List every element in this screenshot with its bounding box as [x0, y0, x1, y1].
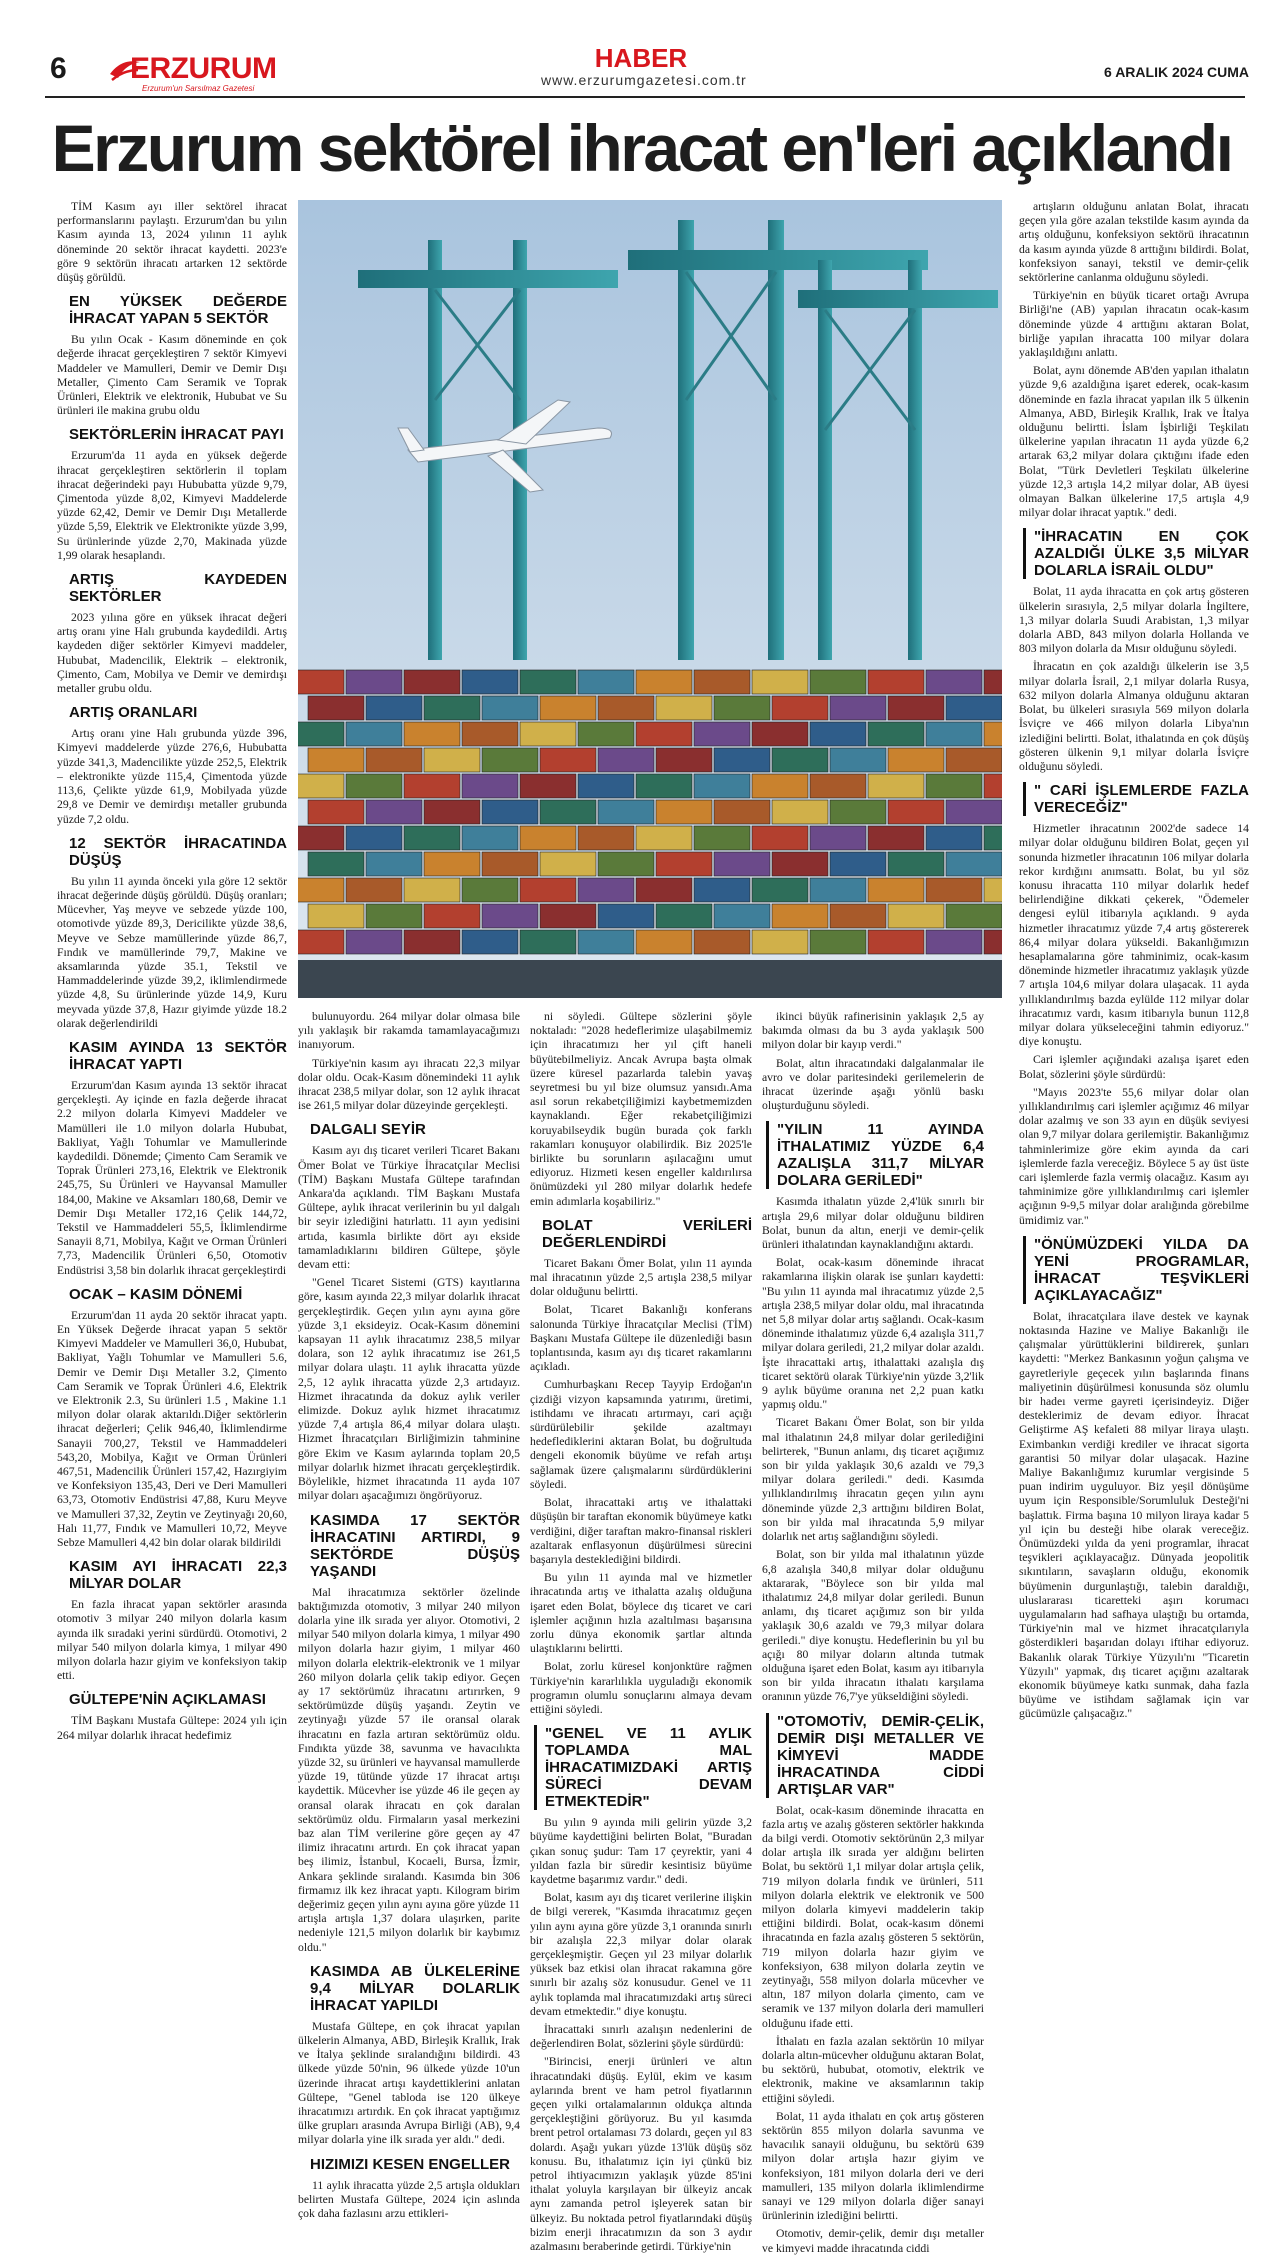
paragraph: Kasım ayı dış ticaret verileri Ticaret Bakanı Ömer Bolat ve Türkiye İhracatçılar Meclisi (TİM) Başkanı Mustafa Gültepe tarafından Ankara'da açıklandı. TİM Başkanı Mustafa Gültepe, aylık ihracat verilerinin bu yıl dalgalı bir seyir izlediğini hatırlattı. 11 ayın yedisini artıda, kasımla birlikte dört ayı ekside tamamladıklarını bildiren Gültepe, şöyle devam etti: [298, 1144, 520, 1272]
shipping-container [540, 696, 596, 720]
shipping-container [404, 774, 460, 798]
shipping-container [462, 670, 518, 694]
shipping-container [946, 696, 1002, 720]
paragraph: TİM Kasım ayı iller sektörel ihracat performanslarını paylaştı. Erzurum'dan bu yılın Kasım ayında 13, 2024 yılının 11 aylık döneminde 20 sektör ihracat kaydetti. 2023'e göre 9 sektörün ihracatı artarken 12 sektörde düşüş görüldü. [57, 200, 287, 285]
paragraph: Ticaret Bakanı Ömer Bolat, son bir yılda mal ithalatının 24,8 milyar dolar gerilediğini belirterek, "Bunun anlamı, dış ticaret açığımız son bir yılda yaklaşık 30,6 azaldı ve 79,3 milyar dolara geriledi." dedi. Kasımda yıllıklandırılmış ihracatın geçen yılın aynı döneminde yüzde 2,3 arttığını bildiren Bolat, son bir yılda mal ihracatında 5,9 milyar dolarlık net artış sağlandığını söyledi. [762, 1416, 984, 1544]
paragraph: Hizmetler ihracatının 2002'de sadece 14 milyar dolar olduğunu bildiren Bolat, geçen yıl sonunda hizmetler ihracatının 106 milyar dolarla rekor kırdığını anımsattı. Bolat, bu yıl söz konusu ihracatta 110 milyar dolarlık hedef belirlendiğine dikkati çekerek, "Ödemeler dengesi eylül itibarıyla açıklandı. 9 ayda hizmetler ihracatımız yüzde 7,4 artış göstererek 86,4 milyar dolara yükseldi. Bakanlığımızın hesaplamalarına göre tahminimiz, ocak-kasım döneminde hizmetler ihracatımız yaklaşık yüzde 7 artışla 104,6 milyar dolara ulaşacak. 11 ayda yıllıklandırılmış bazda eylülde 112 milyar dolar ihracatımız vardı, kasım itibarıyla bunun 112,8 milyar dolara yükseleceğini tahmin ediyoruz." diye konuştu. [1019, 822, 1249, 1049]
shipping-container [926, 670, 982, 694]
shipping-container [926, 722, 982, 746]
paragraph: Erzurum'dan Kasım ayında 13 sektör ihracat gerçekleşti. Ay içinde en fazla değerde ihracat 2.2 milyon dolarla Kimyevi Maddeler ve Mamülleri ile 1.0 milyon dolarla Hububat, Bakliyat, Yağlı Tohumlar ve Mamullerinde kaydedildi. Dönemde; Çimento Cam Seramik ve Toprak Ürünleri 273,16, Elektrik ve Elektronik 245,75, Su Ürünleri ve Hayvansal Mamuller 184,00, Makine ve Aksamları 180,68, Demir ve Demir Dışı Metaller 172,16 Çelik 144,72, Tekstil ve Hammaddeleri 55,5, İklimlendirme Sanayii 8,71, Mobilya, Kağıt ve Orman Ürünleri 7,73, Madencilik Ürünleri 6,50, Otomotiv Endüstrisi 3,58 bin dolarlık ihracat gerçekleştirdi [57, 1078, 287, 1277]
shipping-container [346, 878, 402, 902]
paragraph: Otomotiv, demir-çelik, demir dışı metaller ve kimyevi madde ihracatında ciddi [762, 2227, 984, 2255]
shipping-container [752, 878, 808, 902]
shipping-container [694, 774, 750, 798]
shipping-container [598, 800, 654, 824]
subheading: "GENEL VE 11 AYLIK TOPLAMDA MAL İHRACATIMIZDAKİ ARTIŞ SÜRECİ DEVAM ETMEKTEDİR" [534, 1725, 752, 1810]
paragraph: TİM Başkanı Mustafa Gültepe: 2024 yılı için 264 milyar dolarlık ihracat hedefimiz [57, 1714, 287, 1742]
shipping-container [298, 670, 344, 694]
shipping-container [482, 800, 538, 824]
shipping-container [984, 722, 1002, 746]
logo-text: ERZURUM [130, 52, 277, 85]
shipping-container [810, 722, 866, 746]
shipping-container [946, 904, 1002, 928]
shipping-container [868, 722, 924, 746]
photo-illustration [298, 200, 1002, 998]
paragraph: Cari işlemler açığındaki azalışa işaret eden Bolat, sözlerini şöyle sürdürdü: [1019, 1053, 1249, 1081]
paragraph: Bu yılın 11 ayında mal ve hizmetler ihracatında artış ve ithalatta azalış olduğuna işaret eden Bolat, böylece dış ticaret ve cari işlemler açığının hızla azaltılması başarısına zorlu dünya ekonomik şartlar altında ulaştıklarını belirtti. [530, 1571, 752, 1656]
shipping-container [424, 852, 480, 876]
subheading: "YILIN 11 AYINDA İTHALATIMIZ YÜZDE 6,4 AZALIŞLA 311,7 MİLYAR DOLARA GERİLEDİ" [766, 1121, 984, 1189]
subheading: GÜLTEPE'NİN AÇIKLAMASI [69, 1691, 266, 1709]
shipping-container [298, 826, 344, 850]
shipping-container [404, 826, 460, 850]
shipping-container [482, 748, 538, 772]
shipping-container [366, 852, 422, 876]
shipping-container [346, 930, 402, 954]
page-number: 6 [50, 52, 67, 85]
paragraph: Bolat, ocak-kasım döneminde ihracat rakamlarına ilişkin olarak ise şunları kaydetti: "Bu yılın 11 ayında mal ihracatımız yüzde 2,5 artışla 238,5 milyar dolar oldu, mal ihracatında net 5,8 milyar dolar artış sağlandı. Ocak-kasım döneminde ithalatımız yüzde 6,4 azalışla 311,7 milyar dolara geriledi, 21,2 milyar dolar azaldı. İşte ihracattaki artış, ithalattaki azalışla dış ticaret sektörü olarak Türkiye'nin yüzde 3,2'lik 9 aylık büyüme oranına net 2,2 puan katkı yapmış oldu." [762, 1256, 984, 1412]
shipping-container [810, 826, 866, 850]
shipping-container [366, 904, 422, 928]
shipping-container [694, 826, 750, 850]
shipping-container [346, 774, 402, 798]
shipping-container [424, 800, 480, 824]
shipping-container [578, 878, 634, 902]
shipping-container [636, 670, 692, 694]
shipping-container [462, 930, 518, 954]
shipping-container [888, 696, 944, 720]
newspaper-logo[interactable] [108, 52, 284, 92]
shipping-container [772, 800, 828, 824]
shipping-container [830, 748, 886, 772]
article-column-3 [530, 1010, 752, 2258]
paragraph: İthalatı en fazla azalan sektörün 10 milyar dolarla altın-mücevher olduğunu aktaran Bolat, bu sektörü, hububat, otomotiv, elektrik ve elektronik, makine ve aksamlarının takip ettiğini söyledi. [762, 2034, 984, 2105]
shipping-container [308, 748, 364, 772]
shipping-container [520, 930, 576, 954]
page-header [0, 0, 1283, 95]
paragraph: Bolat, 11 ayda ithalatı en çok artış gösteren sektörün 855 milyon dolarla savunma ve havacılık sanayii olduğunu, bu sektörü 639 milyon dolar artışla hazır giyim ve konfeksiyon, 181 milyon dolarla deri ve deri mamulleri, 135 milyon dolarla iklimlendirme sanayi ve 129 milyon dolarla diğer sanayi ürünlerinin izlediğini belirtti. [762, 2109, 984, 2223]
shipping-container [926, 826, 982, 850]
subheading: 12 SEKTÖR İHRACATINDA DÜŞÜŞ [69, 834, 287, 869]
section-label: HABER [594, 43, 688, 73]
paragraph: İhracatın en çok azaldığı ülkelerin ise 3,5 milyar dolarla İsrail, 2,1 milyar dolarla Rusya, 632 milyon dolarla Almanya olduğunu aktaran Bolat, bu ülkeleri sırasıyla 569 milyon dolarla İsviçre ve 466 milyon dolarla Libya'nın izlediğini belirtti. Bolat, ithalatında en çok düşüş gösteren ülkenin 9,1 milyar dolarla İsviçre olduğunu söyledi. [1019, 660, 1249, 773]
shipping-container [598, 696, 654, 720]
shipping-container [888, 852, 944, 876]
paragraph: Bolat, ihracattaki artış ve ithalattaki düşüşün bir taraftan ekonomik büyümeye katkı verdiğini, diğer taraftan makro-finansal riskleri azaltarak enflasyonun düşürülmesi sürecini başarıyla desteklediğini bildirdi. [530, 1496, 752, 1566]
shipping-container [482, 696, 538, 720]
article-column-5 [1019, 200, 1249, 1726]
header-divider [45, 96, 1245, 98]
shipping-container [578, 930, 634, 954]
subheading: " CARİ İŞLEMLERDE FAZLA VERECEĞİZ" [1023, 782, 1249, 816]
paragraph: Bolat, zorlu küresel konjonktüre rağmen Türkiye'nin kararlılıkla uyguladığı ekonomik programın olumlu sonuçlarını almaya devam ettiğini söyledi. [530, 1660, 752, 1716]
paragraph: ikinci büyük rafinerisinin yaklaşık 2,5 ay bakımda olması da bu 3 ayda yaklaşık 500 milyon dolar bir kayıp verdi." [762, 1010, 984, 1052]
paragraph: Cumhurbaşkanı Recep Tayyip Erdoğan'ın çizdiği vizyon kapsamında yatırımı, üretimi, istihdamı ve ihracatı artırmayı, cari açığı sürdürülebilir şekilde azaltmayı hedeflediklerini aktaran Bolat, bu doğrultuda dengeli ekonomik büyüme ve refah artışı sağlamak üzere çalışmalarını sürdürdüklerini söyledi. [530, 1378, 752, 1491]
port-containers-airplane-photo [298, 200, 1002, 998]
shipping-container [578, 826, 634, 850]
shipping-container [636, 930, 692, 954]
paragraph: Erzurum'dan 11 ayda 20 sektör ihracat yaptı. En Yüksek Değerde ihracat yapan 5 sektör Kimyevi Maddeler ve Mamulleri 36,0, Hububat, Bakliyat, Yağlı Tohumlar ve Mamulleri 5.6, Demir ve Demir Dışı Metaller 3.2, Çimento Cam Seramik ve Toprak Ürünleri 4.6, Elektrik ve Elektronik 2.3, Su ürünleri 1.5 , Makine 1.1 milyon dolar olarak aktarıldı.Diğer sektörlerin ihracat değerleri; Çelik 946,40, İklimlendirme Sanayii 700,27, Tekstil ve Hammaddeleri 543,20, Mobilya, Kağıt ve Orman Ürünleri 467,51, Madencilik Ürünleri 157,42, Hazırgiyim ve Konfeksiyon 135,43, Deri ve Deri Mamulleri 63,73, Otomotiv Endüstrisi 47,88, Kuru Meyve ve Mamulleri 37,32, Zeytin ve Zeytinyağı 20,60, Halı 11,77, Fındık ve Mamulleri 10,72, Meyve Sebze Mamulleri 4,42 bin dolar olarak bildirildi [57, 1308, 287, 1550]
paragraph: Kasımda ithalatın yüzde 2,4'lük sınırlı bir artışla 29,6 milyar dolar olduğunu bildiren Bolat, bunun da altın, enerji ve demir-çelik ürünleri ithalatından kaynaklandığını aktardı. [762, 1195, 984, 1252]
shipping-container [772, 852, 828, 876]
shipping-container [462, 722, 518, 746]
paragraph: İhracattaki sınırlı azalışın nedenlerini de değerlendiren Bolat, sözlerini şöyle sürdürdü: [530, 2022, 752, 2051]
subheading: KASIMDA 17 SEKTÖR İHRACATINI ARTIRDI, 9 SEKTÖRDE DÜŞÜŞ YAŞANDI [310, 1511, 520, 1580]
subheading: "OTOMOTİV, DEMİR-ÇELİK, DEMİR DIŞI METALLER VE KİMYEVİ MADDE İHRACATINDA CİDDİ ARTIŞLAR VAR" [766, 1713, 984, 1798]
paragraph: Bu yılın 9 ayında mili gelirin yüzde 3,2 büyüme kaydettiğini belirten Bolat, "Buradan çıkan sonuç şudur: Tam 17 çeyrektir, yani 4 yıldan fazla bir süredir kesintisiz büyüme kaydetme başarımız vardır." dedi. [530, 1816, 752, 1886]
paragraph: bulunuyordu. 264 milyar dolar olmasa bile yılı yaklaşık bir rakamda tamamlayacağımızı inanıyorum. [298, 1010, 520, 1052]
shipping-container [578, 722, 634, 746]
shipping-container [772, 904, 828, 928]
paragraph: Artış oranı yine Halı grubunda yüzde 396, Kimyevi maddelerde yüzde 276,6, Hububatta yüzde 341,3, Madencilikte yüzde 252,5, Elektrik – elektronikte yüzde 115,4, Çimentoda yüzde 113,6, Çelikte yüzde 61,9, Mobilyada yüzde 29,8 ve Demir ve demirdışı metaller grubunda yüzde 7,2 oldu. [57, 727, 287, 826]
shipping-container [540, 800, 596, 824]
shipping-container [366, 800, 422, 824]
paragraph: Bu yılın Ocak - Kasım döneminde en çok değerde ihracat gerçekleştiren 7 sektör Kimyevi Maddeler ve Mamulleri, Demir ve Demir Dışı Metaller, Çimento Cam Seramik ve Toprak Ürünleri, Elektrik ve elektronik, Hububat ve Su ürünleri ile makina grubu oldu [57, 333, 287, 418]
paragraph: Mustafa Gültepe, en çok ihracat yapılan ülkelerin Almanya, ABD, Birleşik Krallık, Irak ve İtalya şeklinde sıralandığını bildirdi. 43 ülkede yüzde 50'nin, 96 ülkede yüzde 10'un üzerinde ihracat artışı kaydettiklerini anlatan Gültepe, "Genel tabloda ise 120 ülkeye ihracatımızı artırdık. En çok ihracat yaptığımız ülke grupları arasında Avrupa Birliği (AB), 9,4 milyar dolarla yine ilk sırada yer aldı." dedi. [298, 2019, 520, 2147]
shipping-container [888, 904, 944, 928]
subheading: SEKTÖRLERİN İHRACAT PAYI [69, 426, 284, 444]
shipping-container [404, 878, 460, 902]
subheading: OCAK – KASIM DÖNEMİ [69, 1285, 243, 1303]
shipping-container [424, 748, 480, 772]
shipping-container [308, 904, 364, 928]
shipping-container [636, 826, 692, 850]
shipping-container [868, 930, 924, 954]
shipping-container [298, 774, 344, 798]
shipping-container [520, 670, 576, 694]
headline: Erzurum sektörel ihracat en'leri açıklandı [51, 111, 1232, 185]
shipping-container [946, 748, 1002, 772]
paragraph: Mal ihracatımıza sektörler özelinde baktığımızda otomotiv, 3 milyar 240 milyon dolarla yine ilk sırada yer alıyor. Otomotivi, 2 milyar 540 milyon dolarla kimya, 1 milyar 490 milyon dolarla hazır giyim, 1 milyar 460 milyon dolarla elektrik-elektronik ve 1 milyar 260 milyon dolarla çelik takip ediyor. Geçen ay 17 sektörümüz ihracatını artırırken, 9 sektörümüzde düşüş yaşandı. Zeytin ve zeytinyağı yüzde 57 ile oransal olarak ihracatını en fazla artıran sektörümüz oldu. Fındıkta yüzde 38, savunma ve havacılıkta yüzde 32, su ürünleri ve hayvansal mamullerde yüzde 19, tütünde yüzde 17 ihracat artışı kaydettik. Mücevher ise yüzde 46 ile geçen ay oransal olarak ihracatı en çok daralan sektörümüz oldu. Firmaların yasal merkezini baz alan TİM verilerine göre geçen ay 47 ilimiz ihracatını artırdı. En çok ihracat yapan beş ilimiz, İstanbul, Kocaeli, Bursa, İzmir, Ankara şeklinde sıralandı. Kasımda bin 306 firmamız ilk kez ihracat yaptı. Kilogram birim değerimiz geçen yılın aynı ayına göre yüzde 11 artışla artışla 1,37 dolara ulaşırken, parite nedeniyle 121,5 milyon dolarlık bir kaybımız oldu." [298, 1585, 520, 1954]
shipping-container [772, 696, 828, 720]
shipping-container [520, 878, 576, 902]
shipping-container [772, 748, 828, 772]
shipping-container [598, 748, 654, 772]
paragraph: Bolat, altın ihracatındaki dalgalanmalar ile avro ve dolar paritesindeki gerilemelerin de ihracat üzerinde aşağı yönlü baskı oluşturduğunu söyledi. [762, 1056, 984, 1113]
subheading: DALGALI SEYİR [310, 1121, 426, 1139]
shipping-container [752, 670, 808, 694]
shipping-container [830, 696, 886, 720]
paragraph: Bolat, ocak-kasım döneminde ihracatta en fazla artış ve azalış gösteren sektörler hakkında da bilgi verdi. Otomotiv sektörünün 2,3 milyar dolar artışla ilk sırada yer aldığını belirten Bolat, bu sektörü 1,1 milyar dolar artışla çelik, 719 milyon dolarla fındık ve ürünleri, 511 milyon dolarla elektrik ve elektronik ve 500 milyon dolarla kimyevi maddelerin takip ettiğini bildirdi. Bolat, ocak-kasım dönemi ihracatında en fazla azalış gösteren 5 sektörün, 719 milyon dolarla hazır giyim ve konfeksiyon, 638 milyon dolarla zeytin ve zeytinyağı, 558 milyon dolarla mücevher ve altın, 187 milyon dolarla çimento, cam ve seramik ve 137 milyon dolarla deri mamulleri olduğunu ifade etti. [762, 1803, 984, 2030]
article-column-2 [298, 1010, 520, 2225]
shipping-container [868, 774, 924, 798]
paragraph: Bu yılın 11 ayında önceki yıla göre 12 sektör ihracat değerinde düşüş görüldü. Düşüş oranları; Mücevher, Yaş meyve ve sebzede yüzde 100, otomotivde yüzde 89,3, Dericilikte yüzde 38,6, Meyve ve Sebze mamüllerinde yüzde 86,7, Fındık ve mamüllerinde 79,7, Makine ve aksamlarında yüzde 35.1, Tekstil ve Hammaddelerinde yüzde 39,2, iklimlendirmede yüzde 4,8, Su ürünlerinde yüzde 14,9, Kuru meyvada yüzde 37,8, Hazır giyimde yüzde 18.2 olarak değerlendirildi [57, 874, 287, 1030]
shipping-container [984, 774, 1002, 798]
shipping-container [298, 878, 344, 902]
shipping-container [404, 930, 460, 954]
shipping-container [308, 800, 364, 824]
shipping-container [714, 904, 770, 928]
shipping-container [714, 748, 770, 772]
shipping-container [714, 800, 770, 824]
section-header [541, 43, 747, 88]
shipping-container [366, 696, 422, 720]
subheading: ARTIŞ KAYDEDEN SEKTÖRLER [69, 571, 287, 606]
article-column-4 [762, 1010, 984, 2260]
shipping-container [346, 722, 402, 746]
subheading: KASIM AYI İHRACATI 22,3 MİLYAR DOLAR [69, 1558, 287, 1593]
shipping-container [298, 722, 344, 746]
shipping-container [810, 878, 866, 902]
shipping-container [752, 722, 808, 746]
subheading: ARTIŞ ORANLARI [69, 704, 198, 722]
paragraph: En fazla ihracat yapan sektörler arasında otomotiv 3 milyar 240 milyon dolarla kasım ayında ilk sıradaki yerini sürdürdü. Otomotivi, 2 milyar 540 milyon dolarla kimya, 1 milyar 490 milyon dolarla hazır giyim ve konfeksiyon takip etti. [57, 1598, 287, 1683]
shipping-container [868, 826, 924, 850]
shipping-container [424, 904, 480, 928]
shipping-container [404, 722, 460, 746]
shipping-container [946, 852, 1002, 876]
shipping-container [810, 670, 866, 694]
shipping-container [298, 930, 344, 954]
paragraph: Bolat, Ticaret Bakanlığı konferans salonunda Türkiye İhracatçılar Meclisi (TİM) Başkanı Mustafa Gültepe ile düzenlediği basın toplantısında, kasım ayı dış ticaret rakamlarını açıkladı. [530, 1303, 752, 1374]
issue-date: 6 ARALIK 2024 CUMA [1104, 64, 1249, 80]
paragraph: Bolat, aynı dönemde AB'den yapılan ithalatın yüzde 9,6 azaldığına işaret ederek, ocak-kasım döneminde en fazla ihracat yapılan ilk 5 ülkenin Almanya, ABD, Birleşik Krallık, Irak ve İtalya olduğunu belirtti. İslam İşbirliği Teşkilatı ülkelerine yapılan ihracatın 11 ayda yüzde 6,2 artarak 63,2 milyar dolara çıktığını ifade eden Bolat, "Türk Devletleri Teşkilatı ülkelerine yüzde 12,3 artışla 14,2 milyar dolar, AB üyesi olmayan Balkan ülkelerine 17,5 artışla 4,9 milyar dolar ihracat yaptık." dedi. [1019, 364, 1249, 520]
shipping-container [830, 800, 886, 824]
shipping-container [578, 670, 634, 694]
shipping-container [598, 852, 654, 876]
shipping-container [694, 930, 750, 954]
shipping-container [830, 904, 886, 928]
paragraph: Bolat, ihracatçılara ilave destek ve kaynak noktasında Hazine ve Maliye Bakanlığı ile çalışmalar yürüttüklerini bildirerek, şunları kaydetti: "Merkez Bankasının yoğun çalışma ve gayretleriyle geçecek yılın başlarında finans maliyetinin düşürülmesi konusunda söz olumlu bir hadeı verme gayreti içerisindeyiz. Diğer desteklerimiz de devam ediyor. İhracat Geliştirme AŞ kefaleti 88 milyar liraya ulaştı. Eximbankın verdiği krediler ve ihracat sigorta garantisi 50 milyar dolar ulaşacak. Hazine Maliye Bakanlığımız kurumlar vergisinde 5 puan indirim uyguluyor. Biz yeşil dönüşüme uyum için Responsible/Sorumluluk Desteği'ni başlattık. Firma başına 10 milyon liraya kadar 5 yıl için bu desteği hibe olarak vereceğiz. Önümüzdeki yılda da yeni programlar, ihracat teşvikleri açıklayacağız. Dünyada jeopolitik sıkıntıların, savaşların olduğu, ekonomik büyümenin durgunlaştığı, talebin daraldığı, uluslararası ticaretteki aşırı korumacı uygulamaların had safhaya ulaştığı bu ortamda, Türkiye'nin mal ve hizmet ihracatçılarıyla gösterdikleri başarıdan dolayı iftihar ediyoruz. Bakanlık olarak Türkiye Yüzyılı'nı "Ticaretin Yüzyılı" yapmak, dış ticaret açığını azaltarak ekonomik büyümeye katkı sunmak, daha fazla büyüme ve istihdam sağlamak için var gücümüzle çalışacağız." [1019, 1309, 1249, 1721]
shipping-container [462, 878, 518, 902]
shipping-container [656, 800, 712, 824]
shipping-container [984, 670, 1002, 694]
shipping-container [752, 930, 808, 954]
subheading: BOLAT VERİLERİ DEĞERLENDİRDİ [542, 1216, 752, 1251]
shipping-container [868, 878, 924, 902]
shipping-container [830, 852, 886, 876]
paragraph: "Genel Ticaret Sistemi (GTS) kayıtlarına göre, kasım ayında 22,3 milyar dolarlık ihracat gerçekleştirdik. Geçen yılın aynı ayına göre yüzde 3,1 eksideyiz. Ocak-Kasım dönemini kapsayan 11 aylık ihracatımız 238,5 milyar dolara, son 12 aylık ihracatımız ise 261,5 milyar dolara ulaştı. 11 aylık ihracatta yüzde 2,5, 12 aylık ihracatta yüzde 2,3 artıdayız. Hizmet ihracatında da dokuz aylık veriler elimizde. Dokuz aylık hizmet ihracatımız yüzde 7,4 artışla 86,4 milyar dolara ulaştı. Hizmet İhracatçıları Birliğimizin tahminine göre Ekim ve Kasım aylarında toplam 20,5 milyar dolarlık hizmet ihracatı gerçekleştirdik. Böylelikle, hizmet ihracatında 11 ayda 107 milyar doları aşacağımızı öngörüyoruz. [298, 1276, 520, 1503]
shipping-container [520, 826, 576, 850]
paragraph: 11 aylık ihracatta yüzde 2,5 artışla oldukları belirten Mustafa Gültepe, 2024 için aslında çok daha fazlasını arzu ettikleri- [298, 2178, 520, 2221]
subheading: EN YÜKSEK DEĞERDE İHRACAT YAPAN 5 SEKTÖR [69, 293, 287, 328]
paragraph: Türkiye'nin kasım ayı ihracatı 22,3 milyar dolar oldu. Ocak-Kasım dönemindeki 11 aylık ihracat 238,5 milyar dolar, son 12 aylık ihracat ise 261,5 milyar dolar düzeyinde gerçekleşti. [298, 1056, 520, 1113]
shipping-container [404, 670, 460, 694]
shipping-container [888, 800, 944, 824]
shipping-container [926, 878, 982, 902]
shipping-container [598, 904, 654, 928]
shipping-container [984, 878, 1002, 902]
paragraph: Bolat, son bir yılda mal ithalatının yüzde 6,8 azalışla 340,8 milyar dolar olduğunu aktararak, "Böylece son bir yılda mal ithalatımız 24,8 milyar dolar geriledi. Bunun anlamı, dış ticaret açığımız son bir yılda yaklaşık 30,6 azaldı ve 79,3 milyar dolara geriledi." diye konuştu. Hedeflerinin bu yıl bu açığı 80 milyar doların altında tutmak olduğuna işaret eden Bolat, kasım ayı itibarıyla son bir yılda ihracatın ithalatı karşılama oranının yüzde 76,7'ye yükseldiğini söyledi. [762, 1548, 984, 1704]
shipping-container [694, 878, 750, 902]
subheading: "İHRACATIN EN ÇOK AZALDIĞI ÜLKE 3,5 MİLYAR DOLARLA İSRAİL OLDU" [1023, 528, 1249, 579]
shipping-container [656, 696, 712, 720]
shipping-container [424, 696, 480, 720]
shipping-container [656, 852, 712, 876]
shipping-container [482, 852, 538, 876]
shipping-container [984, 930, 1002, 954]
paragraph: Bolat, 11 ayda ihracatta en çok artış gösteren ülkelerin sırasıyla, 2,5 milyar dolarla İngiltere, 1,3 milyar dolarla Suudi Arabistan, 1,3 milyar dolarla ABD, 843 milyon dolarla Hollanda ve 803 milyon dolarla da Mısır olduğunu söyledi. [1019, 585, 1249, 656]
shipping-container [540, 904, 596, 928]
shipping-container [714, 696, 770, 720]
shipping-container [946, 800, 1002, 824]
paragraph: artışların olduğunu anlatan Bolat, ihracatı geçen yıla göre azalan tekstilde kasım ayında da artış olduğunu, konfeksiyon sektörü ihracatının da kasım ayında yüzde 8 arttığını bildirdi. Bolat, konfeksiyon sanayi, tekstil ve demir-çelik sektörlerine canlanma olduğunu söyledi. [1019, 200, 1249, 285]
paragraph: ni söyledi. Gültepe sözlerini şöyle noktaladı: "2028 hedeflerimize ulaşabilmemiz için ihracatımızı her yıl çift haneli büyütebilmeliyiz. Ancak Avrupa başta olmak üzere küresel pazarlarda talebin yavaş seyretmesi bu yıl bize olumsuz yansıdı.Ama asıl sorun rekabetçiliğimizi kaybetmemizden kaynaklandı. Eğer rekabetçiliğimizi koruyabilseydik bugün burada çok farklı rakamları konuşuyor olabilirdik. Biz 2025'le birlikte bu sorunların aşılacağını umut ediyoruz. Hizmeti kesen engeller kaldırılırsa önümüzdeki yıl 280 milyar dolarlık hedefe emin adımlarla koşabiliriz." [530, 1010, 752, 1208]
website-link[interactable]: www.erzurumgazetesi.com.tr [541, 72, 747, 88]
paragraph: Türkiye'nin en büyük ticaret ortağı Avrupa Birliği'ne (AB) yapılan ihracatın ocak-kasım döneminde yüzde 4 arttığını aktaran Bolat, birliğe yapılan ihracatta 100 milyar dolara yaklaşıldığını anlattı. [1019, 289, 1249, 360]
shipping-container [636, 878, 692, 902]
subheading: KASIM AYINDA 13 SEKTÖR İHRACAT YAPTI [69, 1038, 287, 1073]
shipping-container [752, 826, 808, 850]
shipping-container [926, 774, 982, 798]
subheading: KASIMDA AB ÜLKELERİNE 9,4 MİLYAR DOLARLIK İHRACAT YAPILDI [310, 1962, 520, 2014]
shipping-container [308, 852, 364, 876]
shipping-container [520, 774, 576, 798]
subheading: "ÖNÜMÜZDEKİ YILDA DA YENİ PROGRAMLAR, İHRACAT TEŞVİKLERİ AÇIKLAYACAĞIZ" [1023, 1236, 1249, 1304]
shipping-container [578, 774, 634, 798]
shipping-container [810, 774, 866, 798]
shipping-container [636, 722, 692, 746]
shipping-container [540, 748, 596, 772]
shipping-container [984, 826, 1002, 850]
shipping-container [868, 670, 924, 694]
shipping-container [346, 826, 402, 850]
shipping-container [462, 774, 518, 798]
shipping-container [926, 930, 982, 954]
subheading: HIZIMIZI KESEN ENGELLER [310, 2155, 511, 2173]
shipping-container [308, 696, 364, 720]
logo-tagline: Erzurum'un Sarsılmaz Gazetesi [142, 84, 255, 93]
shipping-container [656, 748, 712, 772]
shipping-container [810, 930, 866, 954]
paragraph: Ticaret Bakanı Ömer Bolat, yılın 11 ayında mal ihracatının yüzde 2,5 artışla 238,5 milyar dolar olduğunu belirtti. [530, 1256, 752, 1299]
article-column-1 [57, 200, 287, 1747]
shipping-container [752, 774, 808, 798]
paragraph: "Birincisi, enerji ürünleri ve altın ihracatındaki düşüş. Eylül, ekim ve kasım aylarında brent ve ham petrol fiyatlarının geçen yılki ortalamalarının oldukça altında gerçekleştiğini görüyoruz. Bu yıl kasımda brent petrol ortalaması 73 dolardı, geçen yıl 83 dolardı. Aşağı yukarı yüzde 13'lük düşüş söz konusu. Bu, ithalatımız için iyi çünkü biz petrol ihtiyacımızın yaklaşık yüzde 85'ini ithalat yoluyla karşılayan bir ülkeyiz ancak aynı zamanda petrol işleyerek satan bir ülkeyiz. Bu noktada petrol fiyatlarındaki düşüş bizim enerji ihracatımızın da son 3 aydır azalmasını beraberinde getirdi. Türkiye'nin [530, 2055, 752, 2254]
shipping-container [714, 852, 770, 876]
shipping-container [482, 904, 538, 928]
shipping-container [540, 852, 596, 876]
paragraph: Bolat, kasım ayı dış ticaret verilerine ilişkin de bilgi vererek, "Kasımda ihracatımız geçen yılın aynı ayına göre yüzde 3,1 oranında sınırlı bir azalışla 22,3 milyar dolar olarak gerçekleşmiştir. Geçen yıl 23 milyar dolarlık yüksek baz etkisi olan ihracat rakamına göre sınırlı bir azalış söz konusudur. Genel ve 11 aylık toplamda mal ihracatımızdaki artış süreci devam etmektedir." diye konuştu. [530, 1891, 752, 2018]
shipping-container [656, 904, 712, 928]
paragraph: Erzurum'da 11 ayda en yüksek değerde ihracat gerçekleştiren sektörlerin il toplam ihracat değerindeki payı Hububatta yüzde 9,79, Çimentoda yüzde 8,02, Kimyevi Maddelerde yüzde 62,42, Demir ve Demir Dışı Metallerde yüzde 5,59, Elektrik ve Elektronikte yüzde 3,99, Su ürünlerinde yüzde 2,70, Makinada yüzde 1,99 olarak hesaplandı. [57, 449, 287, 562]
shipping-container [520, 722, 576, 746]
shipping-container [346, 670, 402, 694]
shipping-container [462, 826, 518, 850]
shipping-container [636, 774, 692, 798]
shipping-container [694, 670, 750, 694]
paragraph: 2023 yılına göre en yüksek ihracat değeri artış oranı yine Halı grubunda kaydedildi. Artış kaydeden diğer sektörler Kimyevi maddeler, Hububat, Madencilik, Elektrik – elektronik, Çimento, Cam, Mobilya ve Demir ve demirdışı metaller grubu oldu. [57, 611, 287, 696]
shipping-container [888, 748, 944, 772]
shipping-container [694, 722, 750, 746]
paragraph: "Mayıs 2023'te 55,6 milyar dolar olan yıllıklandırılmış cari işlemler açığımız 46 milyar dolar azalmış ve son 33 ayın en düşük seviyesi olan 9,7 milyar dolara gerilemiştir. Bakanlığımız tahminlerimize göre ekim ayında da cari işlemlerde fazla vereceğiz. Böylece 5 ay üst üste cari işlemlerde fazla vermiş olacağız. Kasım ayı tahminimize göre yıllıklandırılmış cari işlemler açığının 9-9,5 milyar dolar aralığında görebilme ümidimiz var." [1019, 1085, 1249, 1227]
shipping-container [366, 748, 422, 772]
